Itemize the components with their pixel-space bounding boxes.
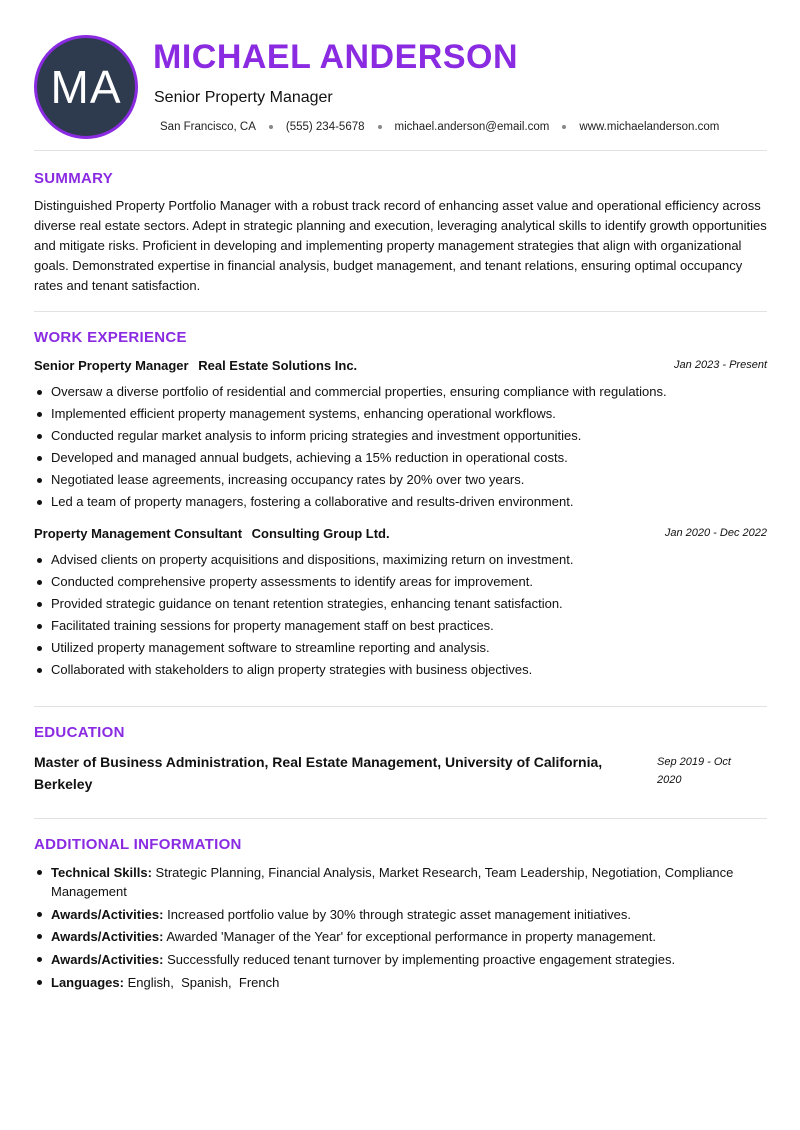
job-role: Senior Property Manager [34,358,189,373]
list-item: Collaborated with stakeholders to align property strategies with business objectives. [34,659,767,681]
list-item: Advised clients on property acquisitions and dispositions, maximizing return on investment. [34,549,767,571]
candidate-title: Senior Property Manager [154,89,333,106]
info-text: Increased portfolio value by 30% through strategic asset management initiatives. [167,906,632,922]
contact-location: San Francisco, CA [160,121,256,133]
job-dates: Jan 2020 - Dec 2022 [664,527,767,539]
list-item: Conducted comprehensive property assessments to identify areas for improvement. [34,571,767,593]
list-item: Developed and managed annual budgets, achieving a 15% reduction in operational costs. [34,447,767,469]
info-label: Technical Skills: [51,865,152,880]
list-item: Implemented efficient property management systems, enhancing operational workflows. [34,403,767,425]
education-degree: Master of Business Administration, Real Estate Management, University of California, Berkeley [34,754,603,792]
info-text: English, Spanish, French [127,974,280,990]
avatar [34,35,138,139]
divider [34,818,767,819]
list-item: Utilized property management software to streamline reporting and analysis. [34,637,767,659]
list-item: Led a team of property managers, fostering a collaborative and results-driven environment. [34,491,767,513]
list-item [34,863,767,901]
info-text: Strategic Planning, Financial Analysis, Market Research, Team Leadership, Negotiation, Compliance Management [51,865,734,899]
bullet-separator [269,125,273,129]
section-heading-experience: WORK EXPERIENCE [34,329,187,346]
job-company: Consulting Group Ltd. [251,526,390,541]
list-item [34,927,767,946]
section-heading-summary: SUMMARY [34,170,114,187]
list-item: Facilitated training sessions for property management staff on best practices. [34,615,767,637]
contact-website[interactable]: www.michaelanderson.com [579,121,720,133]
info-text: Awarded 'Manager of the Year' for exceptional performance in property management. [166,929,657,944]
list-item: Oversaw a diverse portfolio of residential and commercial properties, ensuring compliance with regulations. [34,381,767,403]
avatar-initials: MA [50,61,122,113]
list-item [34,973,767,992]
summary-text: Distinguished Property Portfolio Manager with a robust track record of enhancing asset value and operational efficiency across diverse real estate sectors. Adept in strategic planning and execution, leveraging analytical skills to identify growth opportunities and mitigate risks. Proficient in developing and implementing property management strategies that align with organizational goals. Demonstrated expertise in financial analysis, budget management, and tenant relations, ensuring optimal occupancy rates and tenant satisfaction. [34,198,767,293]
candidate-name: MICHAEL ANDERSON [153,38,519,76]
job-bullets [34,381,767,513]
list-item: Negotiated lease agreements, increasing occupancy rates by 20% over two years. [34,469,767,491]
job-company: Real Estate Solutions Inc. [198,358,358,373]
divider [34,150,767,151]
additional-info-list [34,863,767,995]
info-label: Awards/Activities: [51,951,164,967]
education-dates: Sep 2019 - Oct 2020 [657,756,731,786]
contact-email[interactable]: michael.anderson@email.com [394,121,550,133]
divider [34,311,767,312]
divider [34,706,767,707]
section-heading-education: EDUCATION [34,724,125,741]
job-dates: Jan 2023 - Present [674,359,767,371]
list-item [34,950,767,969]
section-heading-additional: ADDITIONAL INFORMATION [34,836,242,853]
info-label: Awards/Activities: [51,906,164,922]
info-text: Successfully reduced tenant turnover by implementing proactive engagement strategies. [167,951,676,967]
contact-line [160,121,719,133]
bullet-separator [562,125,566,129]
job-role: Property Management Consultant [34,526,243,541]
list-item: Provided strategic guidance on tenant retention strategies, enhancing tenant satisfaction. [34,593,767,615]
info-label: Languages: [51,974,124,990]
job-header [34,526,767,544]
list-item [34,905,767,924]
bullet-separator [378,125,382,129]
contact-phone: (555) 234-5678 [285,121,365,133]
list-item: Conducted regular market analysis to inform pricing strategies and investment opportunities. [34,425,767,447]
job-header [34,358,767,376]
job-bullets [34,549,767,681]
info-label: Awards/Activities: [51,929,164,944]
